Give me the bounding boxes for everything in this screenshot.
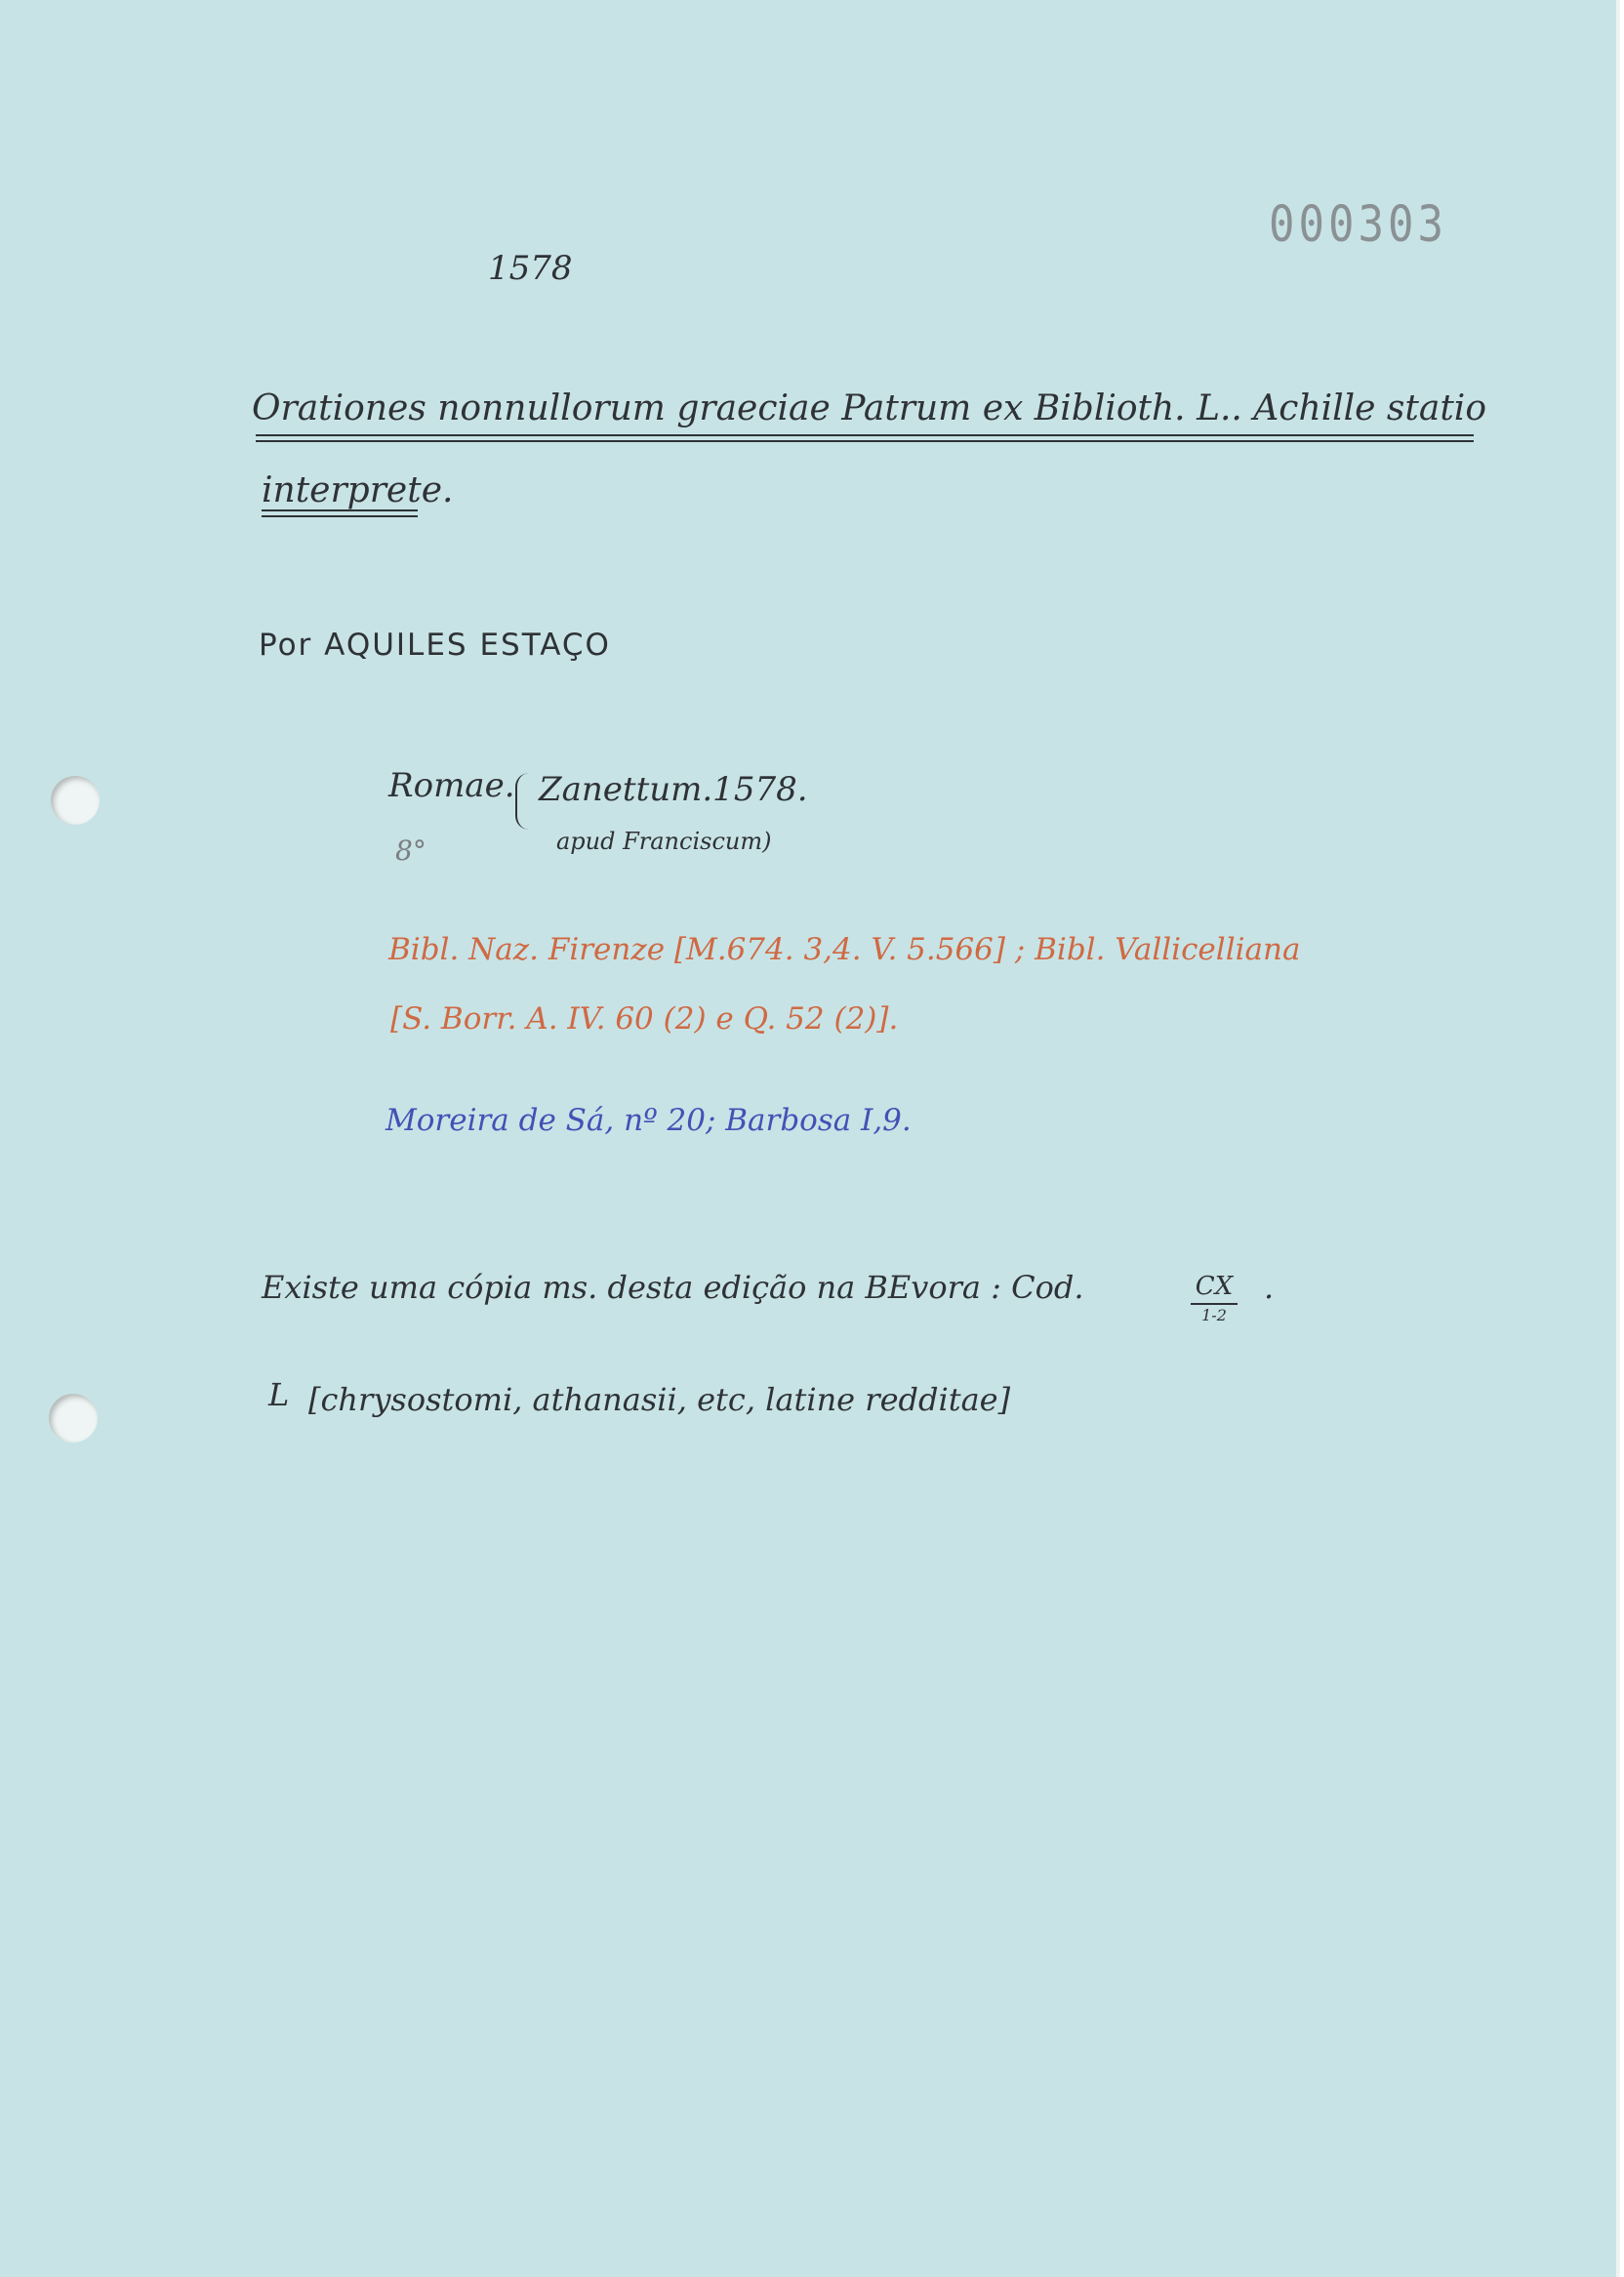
stamp-number: 000303 [1269,196,1447,254]
copy-note-end: . [1264,1269,1275,1306]
punch-hole-lower [49,1394,98,1443]
codex-shelfmark [1191,1272,1238,1324]
title-underline-1 [256,434,1474,436]
imprint-place: Romae. [388,766,515,805]
location-line-1: Bibl. Naz. Firenze [M.674. 3,4. V. 5.566] ; Bibl. Vallicelliana [388,932,1301,967]
location-line-2: [S. Borr. A. IV. 60 (2) e Q. 52 (2)]. [390,1001,899,1037]
title-underline-2b [262,515,418,517]
imprint-brace [515,773,537,830]
title-underline-2 [262,509,418,511]
contents-marker: L [268,1376,290,1413]
bibliographic-references: Moreira de Sá, nº 20; Barbosa I,9. [386,1103,912,1138]
fraction-bar [1191,1303,1238,1305]
title-line-1: Orationes nonnullorum graeciae Patrum ex Biblioth. L.. Achille statio [252,388,1486,428]
imprint-apud: apud Franciscum) [556,828,772,855]
imprint-printer: Zanettum.1578. [539,770,808,809]
punch-hole-upper [51,776,100,825]
codex-numerator: CX [1195,1272,1234,1301]
title-underline-1b [256,440,1474,442]
author: Por AQUILES ESTAÇO [259,628,611,663]
contents-note: [chrysostomi, athanasii, etc, latine redditae] [308,1381,1011,1418]
imprint-format: 8° [395,834,426,867]
title-line-2: interprete. [262,470,454,510]
year: 1578 [488,249,573,288]
copy-note: Existe uma cópia ms. desta edição na BEvora : Cod. [262,1269,1084,1306]
codex-denominator: 1-2 [1201,1306,1227,1324]
